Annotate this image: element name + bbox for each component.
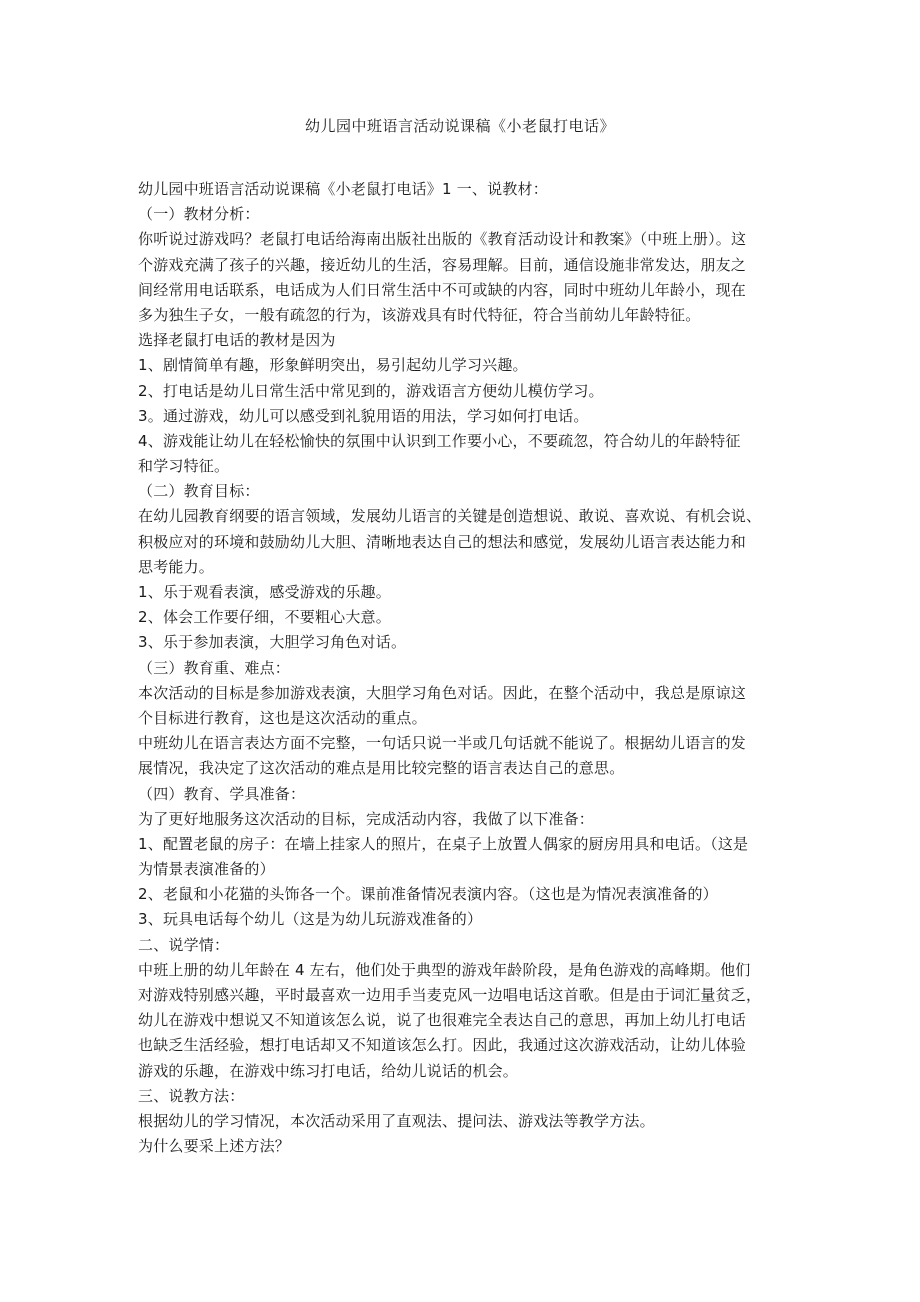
text-line: 3。通过游戏，幼儿可以感受到礼貌用语的用法，学习如何打电话。 <box>138 406 589 425</box>
text-line: 为了更好地服务这次活动的目标，完成活动内容，我做了以下准备： <box>138 809 595 828</box>
text-line: 思考能力。 <box>138 557 215 576</box>
text-line: 1、乐于观看表演，感受游戏的乐趣。 <box>138 583 391 601</box>
text-line: 也缺乏生活经验，想打电话却又不知道该怎么打。因此，我通过这次游戏活动，让幼儿体验 <box>138 1036 747 1055</box>
text-line: 幼儿园中班语言活动说课稿《小老鼠打电话》1 一、说教材： <box>138 180 548 198</box>
text-line: 根据幼儿的学习情况，本次活动采用了直观法、提问法、游戏法等教学方法。 <box>138 1111 655 1130</box>
text-line: 为什么要采上述方法？ <box>138 1137 291 1156</box>
text-line: 个目标进行教育，这也是这次活动的重点。 <box>138 708 427 727</box>
text-line: （一）教材分析： <box>138 205 260 224</box>
text-line: 3、玩具电话每个幼儿（这是为幼儿玩游戏准备的） <box>138 910 483 929</box>
text-line: 中班幼儿在语言表达方面不完整，一句话只说一半或几句话就不能说了。根据幼儿语言的发 <box>138 734 747 753</box>
text-line: （三）教育重、难点： <box>138 658 291 677</box>
text-line: 间经常用电话联系，电话成为人们日常生活中不可或缺的内容，同时中班幼儿年龄小，现在 <box>138 280 747 299</box>
text-line: 游戏的乐趣，在游戏中练习打电话，给幼儿说话的机会。 <box>138 1061 519 1080</box>
text-line: 1、剧情简单有趣，形象鲜明突出，易引起幼儿学习兴趣。 <box>138 356 528 375</box>
text-line: 4、游戏能让幼儿在轻松愉快的氛围中认识到工作要小心，不要疏忽，符合幼儿的年龄特征 <box>138 431 741 450</box>
text-line: 对游戏特别感兴趣，平时最喜欢一边用手当麦克风一边唱电话这首歌。但是由于词汇量贫乏， <box>138 986 762 1004</box>
text-line: 二、说学情： <box>138 935 230 954</box>
document-body <box>138 177 788 1159</box>
text-line: 中班上册的幼儿年龄在 4 左右，他们处于典型的游戏年龄阶段，是角色游戏的高峰期。他们 <box>138 960 751 979</box>
text-line: 本次活动的目标是参加游戏表演，大胆学习角色对话。因此，在整个活动中，我总是原谅这 <box>138 683 747 702</box>
text-line: 2、老鼠和小花猫的头饰各一个。课前准备情况表演内容。（这也是为情况表演准备的） <box>138 885 718 904</box>
text-line: （四）教育、学具准备： <box>138 784 306 803</box>
text-line: 多为独生子女，一般有疏忽的行为，该游戏具有时代特征，符合当前幼儿年龄特征。 <box>138 305 701 324</box>
text-line: 3、乐于参加表演，大胆学习角色对话。 <box>138 633 407 652</box>
text-line: 2、体会工作要仔细，不要粗心大意。 <box>138 608 391 627</box>
text-line: 在幼儿园教育纲要的语言领域，发展幼儿语言的关键是创造想说、敢说、喜欢说、有机会说、 <box>138 507 762 526</box>
text-line: 积极应对的环境和鼓励幼儿大胆、清晰地表达自己的想法和感觉，发展幼儿语言表达能力和 <box>138 532 747 551</box>
text-line: 为情景表演准备的） <box>138 860 275 879</box>
text-line: 展情况，我决定了这次活动的难点是用比较完整的语言表达自己的意思。 <box>138 759 625 778</box>
text-line: 选择老鼠打电话的教材是因为 <box>138 331 336 350</box>
text-line: 三、说教方法： <box>138 1086 245 1105</box>
text-line: 个游戏充满了孩子的兴趣，接近幼儿的生活，容易理解。目前，通信设施非常发达，朋友之 <box>138 255 747 274</box>
text-line: 2、打电话是幼儿日常生活中常见到的，游戏语言方便幼儿模仿学习。 <box>138 381 604 400</box>
text-line: 幼儿在游戏中想说又不知道该怎么说，说了也很难完全表达自己的意思，再加上幼儿打电话 <box>138 1011 747 1030</box>
text-line: 和学习特征。 <box>138 457 230 476</box>
document-title: 幼儿园中班语言活动说课稿《小老鼠打电话》 <box>304 117 615 135</box>
text-line: 你听说过游戏吗？老鼠打电话给海南出版社出版的《教育活动设计和教案》（中班上册）。这 <box>138 230 747 249</box>
text-line: （二）教育目标： <box>138 482 260 501</box>
text-line: 1、配置老鼠的房子：在墙上挂家人的照片，在桌子上放置人偶家的厨房用具和电话。（这是 <box>138 834 749 853</box>
